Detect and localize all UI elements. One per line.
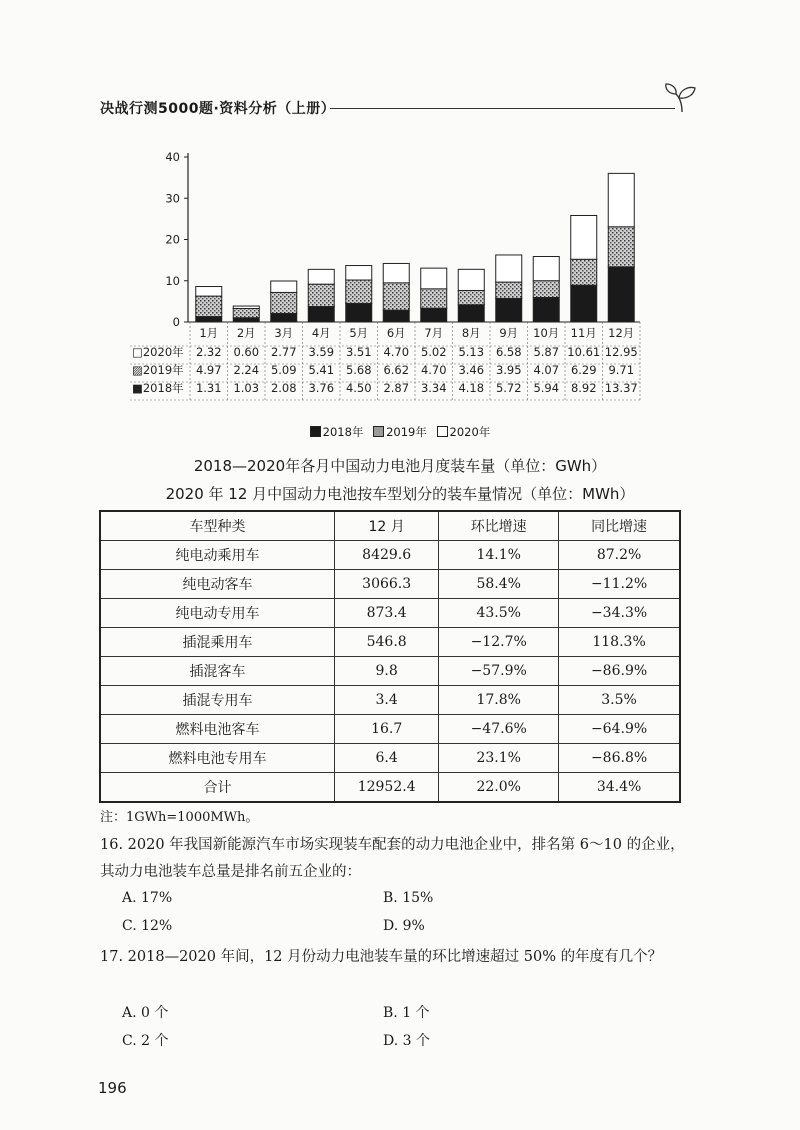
value-cell: −47.6% bbox=[439, 715, 559, 744]
data-label: 1.03 bbox=[233, 381, 260, 395]
data-label: 3.34 bbox=[420, 381, 447, 395]
value-cell: 34.4% bbox=[559, 773, 680, 803]
table-caption: 2020 年 12 月中国动力电池按车型划分的装车量情况（单位：MWh） bbox=[165, 485, 635, 503]
vehicle-type-table bbox=[99, 510, 681, 803]
data-label: 5.13 bbox=[458, 345, 485, 359]
bar-segment bbox=[196, 287, 222, 297]
vehicle-type-cell: 插混专用车 bbox=[100, 686, 335, 715]
data-label: 8.92 bbox=[570, 381, 597, 395]
bar-segment bbox=[271, 281, 297, 292]
table-row bbox=[100, 599, 680, 628]
data-label: 9.71 bbox=[608, 363, 635, 377]
data-label: 3.51 bbox=[345, 345, 372, 359]
data-label: 6.62 bbox=[383, 363, 410, 377]
bar-segment bbox=[308, 284, 334, 306]
bar-segment bbox=[458, 290, 484, 304]
bar-segment bbox=[196, 296, 222, 317]
y-tick-label: 10 bbox=[165, 273, 180, 288]
bar-segment bbox=[233, 318, 259, 322]
question-17-text: 17. 2018—2020 年间，12 月份动力电池装车量的环比增速超过 50% 的年度有几个？ bbox=[100, 949, 663, 965]
bar-segment bbox=[458, 269, 484, 290]
bar-segment bbox=[271, 292, 297, 313]
bar-segment bbox=[421, 308, 447, 322]
bar-segment bbox=[308, 269, 334, 284]
value-cell: 17.8% bbox=[439, 686, 559, 715]
value-cell: −11.2% bbox=[559, 570, 680, 599]
value-cell: 3.5% bbox=[559, 686, 680, 715]
table-row bbox=[100, 570, 680, 599]
value-cell: 58.4% bbox=[439, 570, 559, 599]
bar-segment bbox=[233, 306, 259, 308]
series-row-label: □2020年 bbox=[132, 345, 184, 359]
value-cell: 14.1% bbox=[439, 541, 559, 570]
bar-segment bbox=[458, 305, 484, 322]
vehicle-type-cell: 插混客车 bbox=[100, 657, 335, 686]
value-cell: 43.5% bbox=[439, 599, 559, 628]
x-category-label: 5月 bbox=[349, 326, 369, 340]
data-label: 0.60 bbox=[233, 345, 260, 359]
bar-segment bbox=[383, 310, 409, 322]
bar-segment bbox=[383, 263, 409, 282]
table-row bbox=[100, 744, 680, 773]
data-label: 5.87 bbox=[533, 345, 560, 359]
data-label: 2.08 bbox=[270, 381, 297, 395]
x-category-label: 8月 bbox=[461, 326, 481, 340]
data-label: 3.46 bbox=[458, 363, 485, 377]
data-label: 1.31 bbox=[195, 381, 222, 395]
bar-segment bbox=[608, 173, 634, 226]
bar-segment bbox=[346, 266, 372, 280]
data-label: 4.97 bbox=[195, 363, 222, 377]
data-label: 5.94 bbox=[533, 381, 560, 395]
x-category-label: 2月 bbox=[236, 326, 256, 340]
chart-title: 2018—2020年各月中国动力电池月度装车量（单位：GWh） bbox=[193, 457, 607, 475]
data-label: 2.32 bbox=[195, 345, 222, 359]
data-label: 10.61 bbox=[567, 345, 601, 359]
value-cell: −86.8% bbox=[559, 744, 680, 773]
table-row bbox=[100, 773, 680, 803]
header-cell: 车型种类 bbox=[100, 511, 335, 541]
data-label: 3.76 bbox=[308, 381, 335, 395]
bar-segment bbox=[233, 309, 259, 318]
q17-option-a[interactable]: A. 0 个 bbox=[122, 1005, 169, 1021]
value-cell: −57.9% bbox=[439, 657, 559, 686]
value-cell: −86.9% bbox=[559, 657, 680, 686]
x-category-label: 9月 bbox=[499, 326, 519, 340]
bar-segment bbox=[346, 303, 372, 322]
data-label: 6.58 bbox=[495, 345, 522, 359]
data-label: 5.02 bbox=[420, 345, 447, 359]
x-category-label: 12月 bbox=[608, 326, 635, 340]
data-label: 13.37 bbox=[604, 381, 638, 395]
series-row-label: ■2018年 bbox=[132, 381, 184, 395]
data-label: 4.18 bbox=[458, 381, 485, 395]
value-cell: 12952.4 bbox=[335, 773, 439, 803]
vehicle-type-cell: 纯电动专用车 bbox=[100, 599, 335, 628]
q17-option-b[interactable]: B. 1 个 bbox=[383, 1005, 430, 1021]
data-label: 6.29 bbox=[570, 363, 597, 377]
bar-segment bbox=[271, 313, 297, 322]
bar-segment bbox=[533, 256, 559, 280]
chart-legend bbox=[0, 424, 800, 440]
vehicle-type-cell: 合计 bbox=[100, 773, 335, 803]
value-cell: 87.2% bbox=[559, 541, 680, 570]
table-row bbox=[100, 715, 680, 744]
table-note: 注：1GWh=1000MWh。 bbox=[100, 810, 259, 825]
x-category-label: 10月 bbox=[533, 326, 560, 340]
bar-segment bbox=[346, 280, 372, 303]
y-tick-label: 40 bbox=[165, 150, 180, 164]
bar-segment bbox=[533, 281, 559, 298]
value-cell: 546.8 bbox=[335, 628, 439, 657]
value-cell: 22.0% bbox=[439, 773, 559, 803]
data-label: 2.87 bbox=[383, 381, 410, 395]
table-row bbox=[100, 628, 680, 657]
value-cell: 6.4 bbox=[335, 744, 439, 773]
bar-segment bbox=[571, 259, 597, 285]
q16-option-b[interactable]: B. 15% bbox=[383, 890, 434, 906]
bar-segment bbox=[571, 215, 597, 259]
q16-option-c[interactable]: C. 12% bbox=[122, 918, 173, 934]
data-label: 5.41 bbox=[308, 363, 335, 377]
y-tick-label: 0 bbox=[172, 315, 180, 329]
value-cell: 873.4 bbox=[335, 599, 439, 628]
data-label: 3.59 bbox=[308, 345, 335, 359]
page-number: 196 bbox=[98, 1079, 127, 1097]
header-cell: 12 月 bbox=[335, 511, 439, 541]
value-cell: −34.3% bbox=[559, 599, 680, 628]
x-category-label: 1月 bbox=[199, 326, 219, 340]
q17-option-c[interactable]: C. 2 个 bbox=[122, 1033, 169, 1049]
y-tick-label: 30 bbox=[165, 191, 180, 206]
question-16-text: 16. 2020 年我国新能源汽车市场实现装车配套的动力电池企业中，排名第 6～10 的企业，其动力电池装车总量是排名前五企业的： bbox=[100, 837, 685, 880]
q17-option-d[interactable]: D. 3 个 bbox=[383, 1033, 430, 1049]
bar-segment bbox=[496, 298, 522, 322]
value-cell: 3066.3 bbox=[335, 570, 439, 599]
bar-segment bbox=[196, 317, 222, 322]
vehicle-type-cell: 纯电动客车 bbox=[100, 570, 335, 599]
bar-segment bbox=[608, 227, 634, 267]
vehicle-type-cell: 插混乘用车 bbox=[100, 628, 335, 657]
value-cell: 118.3% bbox=[559, 628, 680, 657]
value-cell: 23.1% bbox=[439, 744, 559, 773]
value-cell: 3.4 bbox=[335, 686, 439, 715]
table-header-row bbox=[100, 511, 680, 541]
bar-segment bbox=[608, 267, 634, 322]
legend-item-2020: 2020年 bbox=[437, 425, 491, 439]
bar-segment bbox=[533, 297, 559, 322]
stacked-bar-chart bbox=[0, 0, 800, 420]
legend-item-2018: 2018年 bbox=[310, 425, 364, 439]
value-cell: 9.8 bbox=[335, 657, 439, 686]
x-category-label: 6月 bbox=[386, 326, 406, 340]
bar-segment bbox=[571, 285, 597, 322]
data-label: 2.77 bbox=[270, 345, 297, 359]
value-cell: 16.7 bbox=[335, 715, 439, 744]
value-cell: 8429.6 bbox=[335, 541, 439, 570]
value-cell: −12.7% bbox=[439, 628, 559, 657]
y-tick-label: 20 bbox=[165, 232, 180, 247]
bar-segment bbox=[421, 289, 447, 308]
table-row bbox=[100, 657, 680, 686]
x-category-label: 4月 bbox=[311, 326, 331, 340]
value-cell: −64.9% bbox=[559, 715, 680, 744]
data-label: 3.95 bbox=[495, 363, 522, 377]
bar-segment bbox=[496, 255, 522, 282]
x-category-label: 7月 bbox=[424, 326, 444, 340]
table-row bbox=[100, 686, 680, 715]
legend-item-2019: 2019年 bbox=[373, 425, 427, 439]
data-label: 4.07 bbox=[533, 363, 560, 377]
x-category-label: 11月 bbox=[570, 326, 597, 340]
data-label: 5.72 bbox=[495, 381, 522, 395]
data-label: 2.24 bbox=[233, 363, 260, 377]
data-label: 4.50 bbox=[345, 381, 372, 395]
data-label: 4.70 bbox=[420, 363, 447, 377]
table-row bbox=[100, 541, 680, 570]
series-row-label: ▨2019年 bbox=[132, 363, 184, 377]
vehicle-type-cell: 燃料电池专用车 bbox=[100, 744, 335, 773]
bar-segment bbox=[421, 268, 447, 289]
q16-option-a[interactable]: A. 17% bbox=[122, 890, 173, 906]
vehicle-type-cell: 纯电动乘用车 bbox=[100, 541, 335, 570]
header-cell: 环比增速 bbox=[439, 511, 559, 541]
data-label: 4.70 bbox=[383, 345, 410, 359]
x-category-label: 3月 bbox=[274, 326, 294, 340]
data-label: 12.95 bbox=[604, 345, 638, 359]
data-label: 5.68 bbox=[345, 363, 372, 377]
bar-segment bbox=[383, 283, 409, 310]
q16-option-d[interactable]: D. 9% bbox=[383, 918, 425, 934]
bar-segment bbox=[496, 282, 522, 298]
bar-segment bbox=[308, 306, 334, 322]
data-label: 5.09 bbox=[270, 363, 297, 377]
running-header-title: 决战行测5000题·资料分析（上册） bbox=[100, 101, 336, 117]
vehicle-type-cell: 燃料电池客车 bbox=[100, 715, 335, 744]
header-cell: 同比增速 bbox=[559, 511, 680, 541]
